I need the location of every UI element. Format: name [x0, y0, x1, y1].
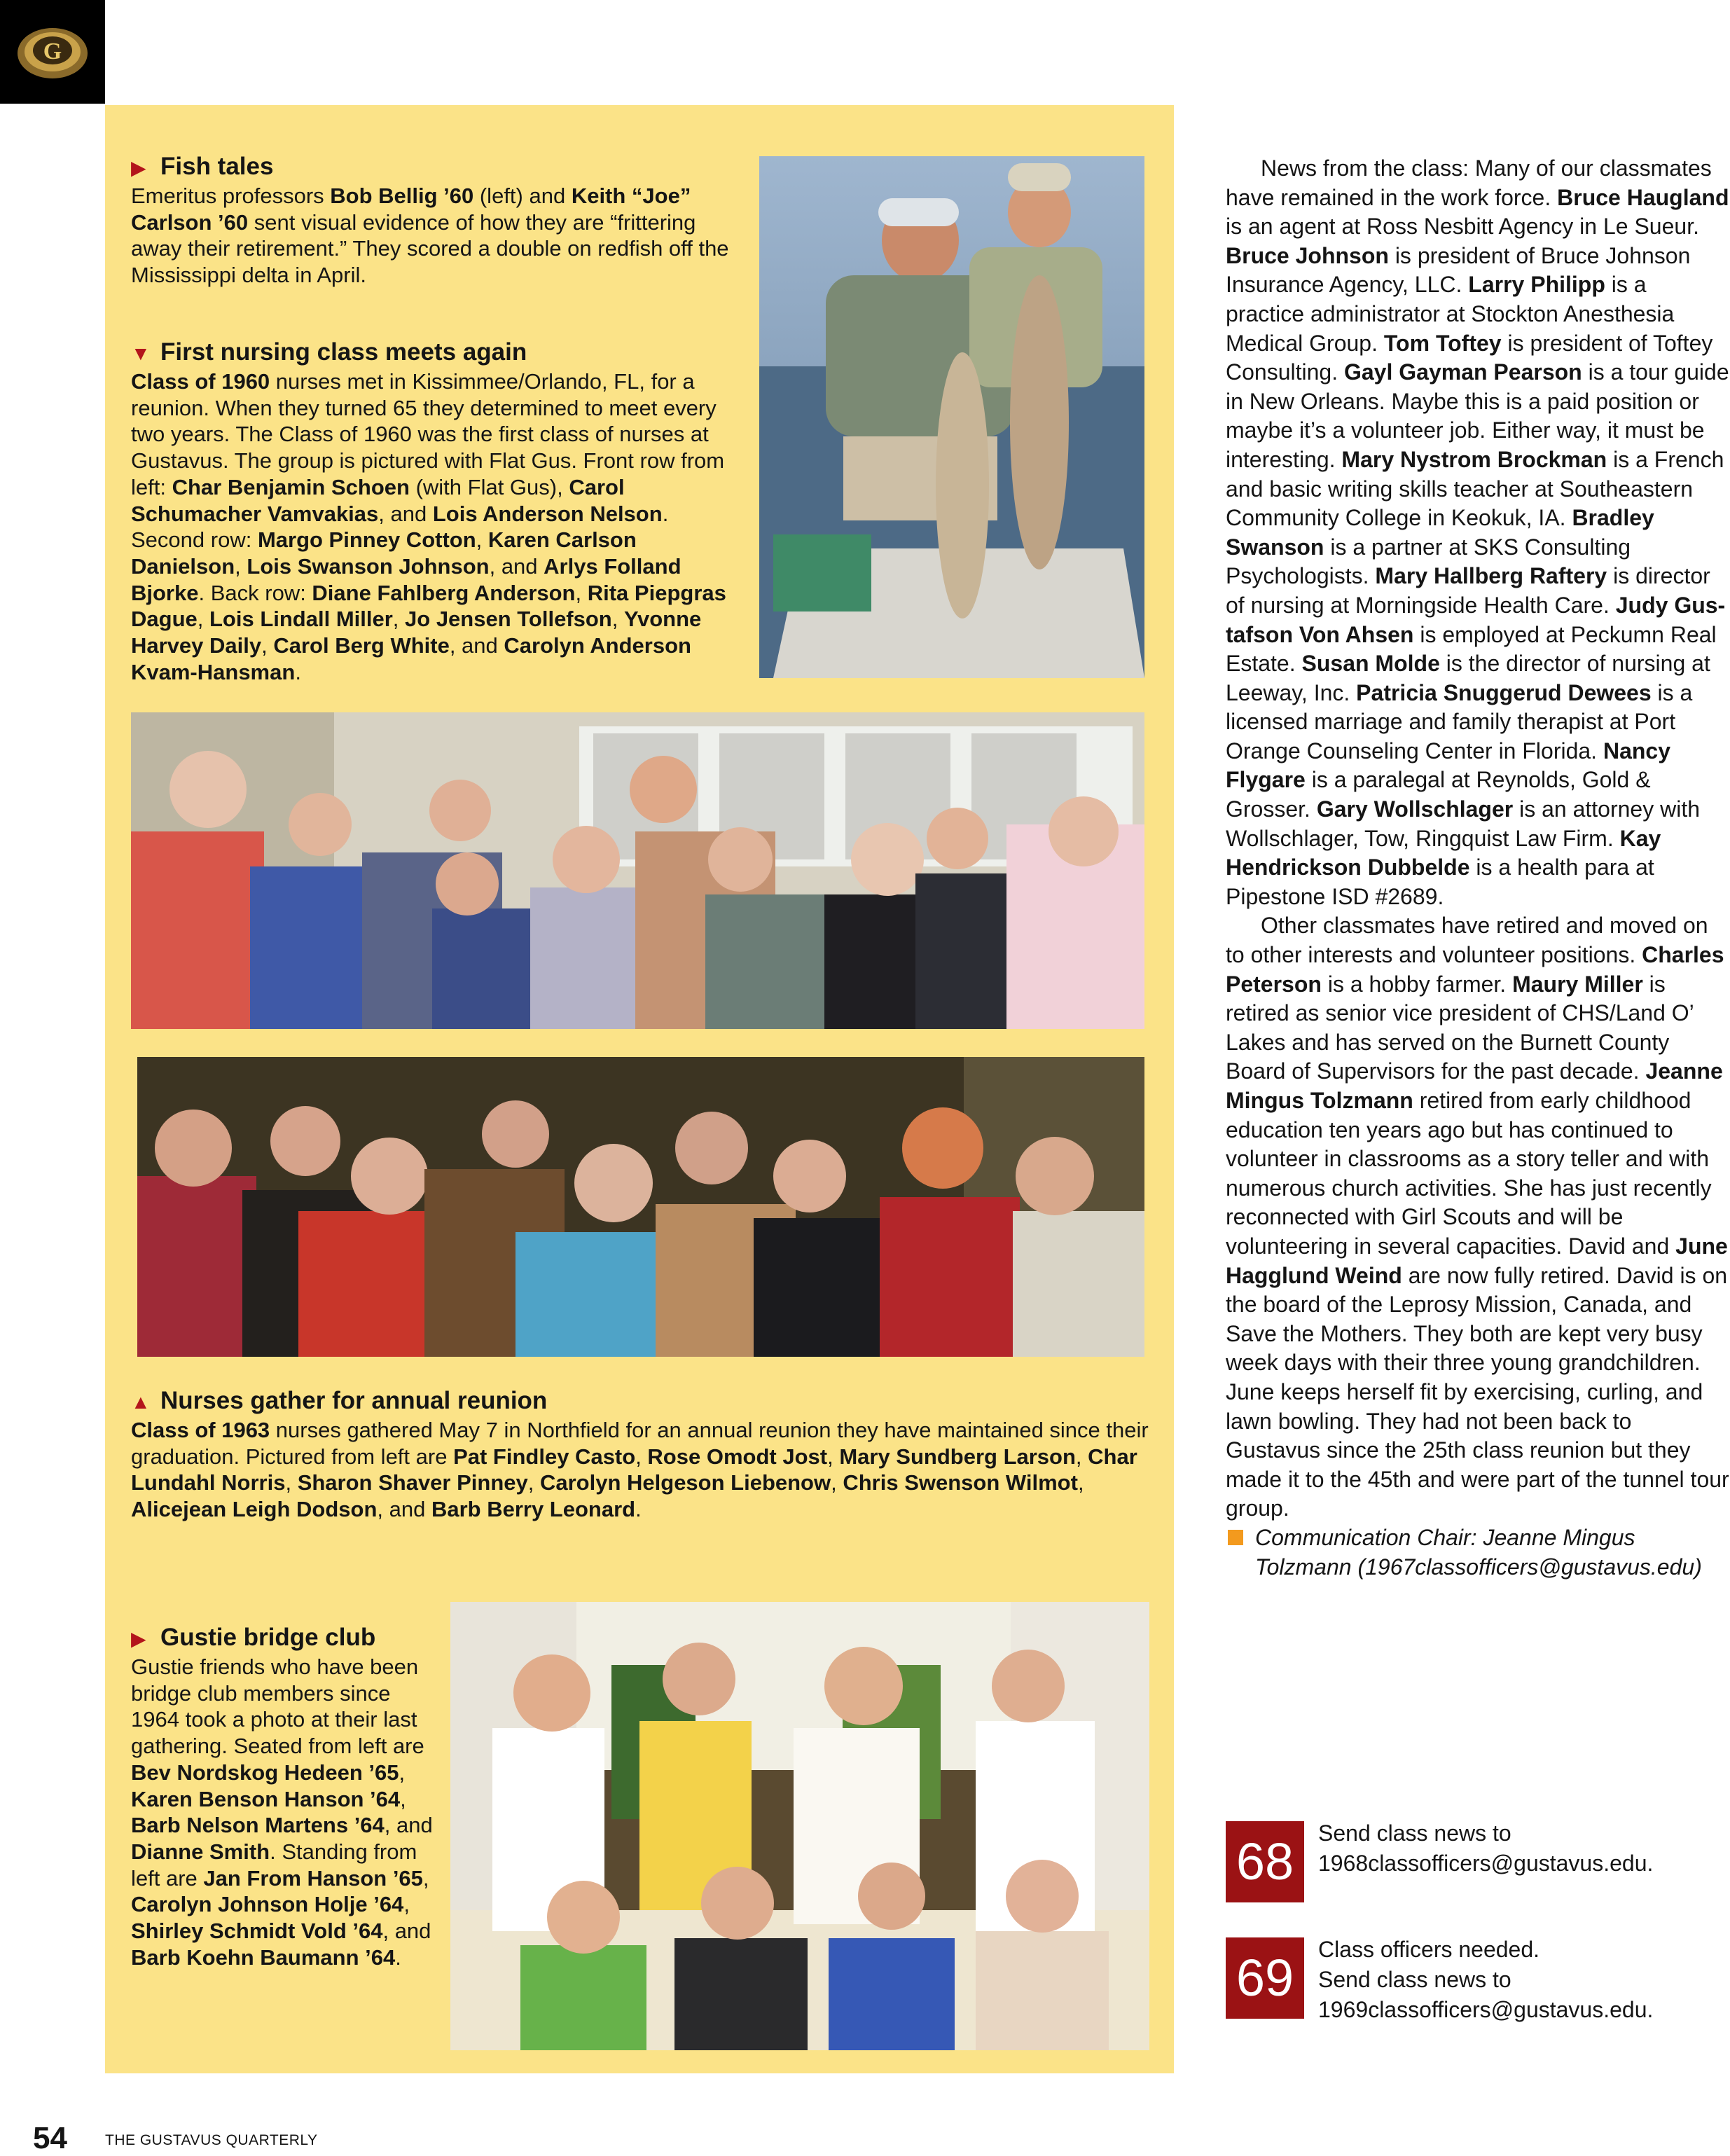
- fish-tales-title: Fish tales: [160, 153, 274, 180]
- down-triangle-icon: ▼: [131, 343, 151, 364]
- class-69-news: [1318, 1935, 1653, 2025]
- annual-reunion-title: Nurses gather for annual reunion: [160, 1387, 548, 1414]
- publication-name: THE GUSTAVUS QUARTERLY: [105, 2132, 318, 2148]
- nursing-class-body: Class of 1960 nurses met in Kissimmee/Orlando, FL, for a reunion. When they turned 65 they determined to meet every two years. The Class of 1960 was the first class of nurses at Gustavus. The group is pictured with Flat Gus. Front row from left: Char Benjamin Schoen (with Flat Gus), Carol Schumacher Vamvakias, and Lois Anderson Nelson. Second row: Margo Pinney Cotton, Karen Carlson Danielson, Lois Swanson Johnson, and Arlys Folland Bjorke. Back row: Diane Fahlberg Anderson, Rita Piepgras Dague, Lois Lindall Miller, Jo Jensen Tollefson, Yvonne Harvey Daily, Carol Berg White, and Carolyn Anderson Kvam-Hansman.: [131, 369, 726, 684]
- bridge-club-title: Gustie bridge club: [160, 1624, 376, 1651]
- class-1960-nurses-photo: [131, 712, 1144, 1029]
- class-69-line-1: Class officers needed.: [1318, 1937, 1540, 1962]
- class-68-news: [1318, 1818, 1653, 1879]
- class-69-email[interactable]: 1969classofficers@gustavus.edu.: [1318, 1997, 1654, 2022]
- fish-photo: [759, 156, 1144, 678]
- right-triangle-icon: ▶: [131, 1628, 146, 1650]
- annual-reunion-body: Class of 1963 nurses gathered May 7 in Northfield for an annual reunion they have maintained since their graduation. Pictured from left are Pat Findley Casto, Rose Omodt Jost, Mary Sundberg Larson, Char Lundahl Norris, Sharon Shaver Pinney, Carolyn Helgeson Liebenow, Chris Swenson Wilmot, Alicejean Leigh Dodson, and Barb Berry Leonard.: [131, 1418, 1149, 1522]
- class-1963-nurses-photo: [137, 1057, 1144, 1357]
- gustavus-ring-logo: [0, 0, 105, 104]
- class-68-email[interactable]: 1968classofficers@gustavus.edu.: [1318, 1851, 1654, 1876]
- communication-chair-note: [1226, 1523, 1730, 1582]
- class-68-line-1: Send class news to: [1318, 1820, 1511, 1846]
- ring-logo-icon: [14, 20, 91, 83]
- nursing-class-caption: [131, 338, 747, 685]
- class-news-article: [1226, 154, 1730, 1582]
- bridge-club-caption: [131, 1624, 439, 1970]
- chair-note-text: Communication Chair: Jeanne Mingus Tolzmann (1967classofficers@gustavus.edu): [1255, 1524, 1702, 1580]
- article-paragraph-2: Other classmates have retired and moved on to other interests and volunteer positions. Charles Peterson is a hobby farmer. Maury Miller is retired as senior vice president of CHS/Land O’ Lakes and has served on the Burnett County Board of Supervisors for the past decade. Jeanne Mingus Tolzmann retired from early childhood education ten years ago but has continued to volunteer in classrooms as a story teller and with numerous church activities. She has just recently reconnected with Girl Scouts and will be volunteering in several capacities. David and June Hagglund Weind are now fully retired. David is on the board of the Leprosy Mission, Canada, and Save the Mothers. They both are kept very busy week days with their three young grandchildren. June keeps herself fit by exercising, curling, and lawn bowling. They had not been back to Gustavus since the 25th class reunion but they made it to the 45th and were part of the tunnel tour group.: [1226, 913, 1729, 1521]
- article-paragraph-1: News from the class: Many of our classmates have remained in the work force. Bruce Haugland is an agent at Ross Nesbitt Agency in Le Sueur. Bruce Johnson is president of Bruce Johnson Insurance Agency, LLC. Larry Philipp is a practice administrator at Stockton Anesthesia Medical Group. Tom Toftey is president of Toftey Consulting. Gayl Gayman Pearson is a tour guide in New Orleans. Maybe this is a paid position or maybe it’s a volunteer job. Either way, it must be interesting. Mary Nystrom Brockman is a French and basic writing skills teacher at Southeastern Community College in Keokuk, IA. Bradley Swanson is a partner at SKS Consulting Psychologists. Mary Hallberg Raftery is director of nursing at Morningside Health Care. Judy Gustafson Von Ahsen is employed at Peckumn Real Estate. Susan Molde is the director of nursing at Leeway, Inc. Patricia Snuggerud Dewees is a licensed marriage and family therapist at Port Orange Counseling Center in Florida. Nancy Flygare is a paralegal at Reynolds, Gold & Grosser. Gary Wollschlager is an attorney with Wollschlager, Tow, Ringquist Law Firm. Kay Hendrickson Dubbelde is a health para at Pipestone ISD #2689.: [1226, 156, 1729, 909]
- orange-square-bullet-icon: [1228, 1530, 1243, 1545]
- class-year-badge-69: 69: [1226, 1937, 1304, 2019]
- nursing-class-title: First nursing class meets again: [160, 338, 527, 366]
- page-number: 54: [33, 2121, 67, 2155]
- up-triangle-icon: ▲: [131, 1391, 151, 1413]
- bridge-club-photo: [450, 1602, 1149, 2050]
- class-69-line-2: Send class news to: [1318, 1967, 1511, 1992]
- annual-reunion-caption: [131, 1387, 1154, 1523]
- fish-tales-caption: [131, 153, 747, 289]
- bridge-club-body: Gustie friends who have been bridge club members since 1964 took a photo at their last gathering. Seated from left are Bev Nordskog Hedeen ’65, Karen Benson Hanson ’64, Barb Nelson Martens ’64, and Dianne Smith. Standing from left are Jan From Hanson ’65, Carolyn Johnson Holje ’64, Shirley Schmidt Vold ’64, and Barb Koehn Baumann ’64.: [131, 1654, 433, 1970]
- class-year-badge-68: 68: [1226, 1821, 1304, 1902]
- svg-text:G: G: [43, 39, 62, 64]
- right-triangle-icon: ▶: [131, 157, 146, 179]
- fish-tales-body: Emeritus professors Bob Bellig ’60 (left) and Keith “Joe” Carlson ’60 sent visual evidence of how they are “frittering away their retirement.” They scored a double on redfish off the Mississippi delta in April.: [131, 184, 729, 288]
